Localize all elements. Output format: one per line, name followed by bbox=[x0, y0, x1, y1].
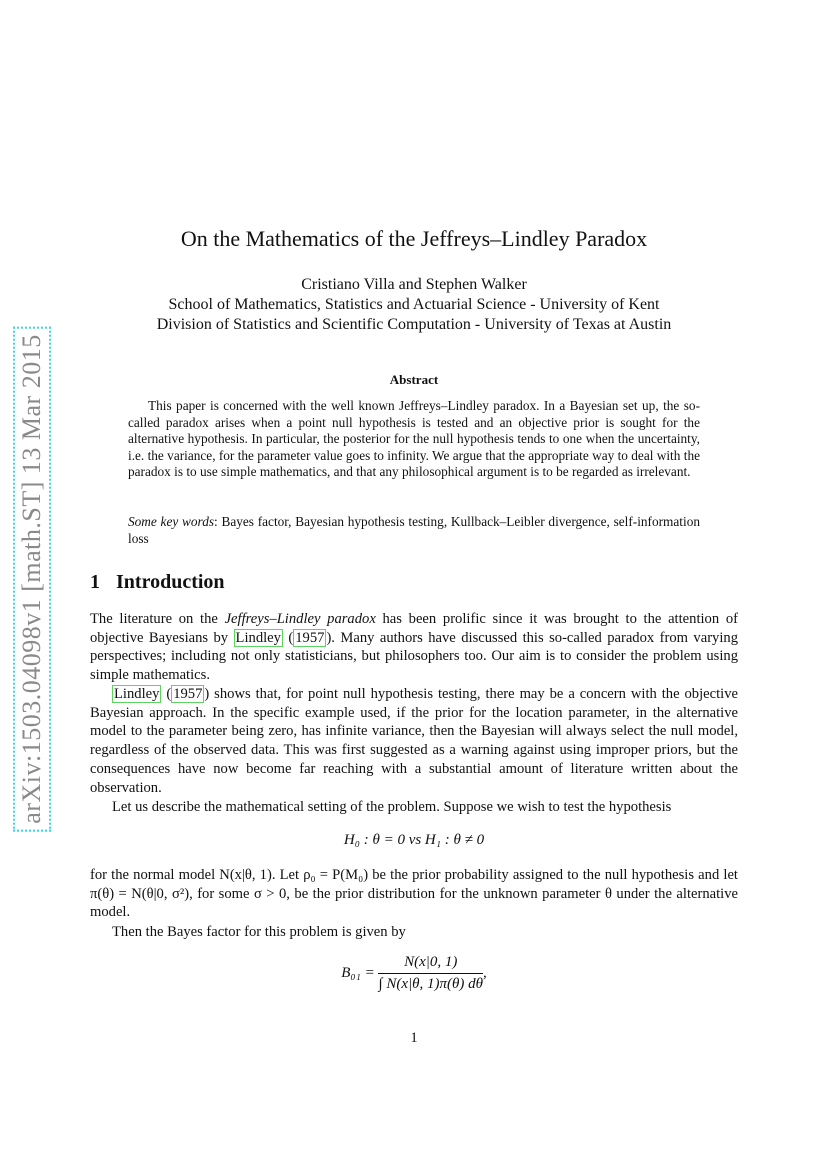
paragraph-2: Lindley ( 1957 ) shows that, for point null hypothesis testing, there may be a concern with the objective Bayesian approach. In the specific example used, if the prior for the location parameter, in the alternative model to the parameter being zero, has infinite variance, then the Bayesian will always select the null model, regardless of the observed data. This was first suggested as a warning against using improper priors, but the consequences have now become far reaching with a substantial amount of literature written about the observation. bbox=[90, 686, 738, 796]
citation-lindley-link-2[interactable]: Lindley bbox=[114, 686, 160, 702]
paragraph-3: Let us describe the mathematical setting of the problem. Suppose we wish to test the hypothesis bbox=[112, 799, 672, 815]
citation-year-link[interactable]: 1957 bbox=[295, 629, 325, 646]
equation-denominator: ∫ N(x|θ, 1)π(θ) dθ bbox=[378, 976, 483, 992]
section-title: Introduction bbox=[116, 571, 225, 593]
hypothesis-equation: H₀ : θ = 0 vs H₁ : θ ≠ 0 bbox=[343, 832, 485, 848]
p1-emphasis: Jeffreys–Lindley paradox bbox=[224, 611, 376, 627]
paper-title: On the Mathematics of the Jeffreys–Lindley Paradox bbox=[180, 226, 648, 251]
section-heading bbox=[90, 571, 225, 594]
equation-comma: , bbox=[482, 964, 487, 981]
abstract-text: This paper is concerned with the well known Jeffreys–Lindley paradox. In a Bayesian set up, the so-called paradox arises when a point null hypothesis is tested and an objective prior is sought for the alternative hypothesis. In particular, the posterior for the null hypothesis tends to one when the uncertainty, i.e. the variance, for the parameter value goes to infinity. We argue that the appropriate way to deal with the paradox is to use simple mathematics, and that any philosophical argument is to be regarded as irrelevant. bbox=[128, 398, 700, 480]
p1-text-b: has been prolific since it was brought to the attention of objective Bayesians by bbox=[90, 611, 738, 646]
citation-lindley-link[interactable]: Lindley bbox=[235, 629, 281, 646]
citation-year-link-2[interactable]: 1957 bbox=[173, 686, 203, 702]
keywords-label: Some key words bbox=[128, 514, 215, 529]
arxiv-identifier-link[interactable]: arXiv:1503.04098v1 [math.ST] 13 Mar 2015 bbox=[13, 326, 51, 831]
page-number: 1 bbox=[410, 1030, 418, 1046]
arxiv-sidebar bbox=[12, 318, 52, 840]
paragraph-4: for the normal model N(x|θ, 1). Let ρ₀ = P(M₀) be the prior probability assigned to the null hypothesis and let π(θ) = N(θ|0, σ²), for some σ > 0, be the prior distribution for the unknown parameter θ under the alternative model. bbox=[90, 867, 738, 921]
authors: Cristiano Villa and Stephen Walker bbox=[301, 276, 527, 293]
keywords-list: : Bayes factor, Bayesian hypothesis testing, Kullback–Leibler divergence, self-information loss bbox=[128, 514, 700, 546]
paragraph-5: Then the Bayes factor for this problem is given by bbox=[112, 924, 406, 940]
abstract-heading: Abstract bbox=[389, 372, 439, 387]
equation-lhs: B₀₁ = bbox=[341, 964, 375, 981]
equation-fraction bbox=[378, 954, 483, 993]
p1-text-a: The literature on the bbox=[90, 611, 225, 627]
p2-text: ) shows that, for point null hypothesis testing, there may be a concern with the objective Bayesian approach. In the specific example used, if the prior for the location parameter, in the alternative model to the parameter being zero, has infinite variance, then the Bayesian will always select the null model, regardless of the observed data. This was first suggested as a warning against using improper priors, but the consequences have now become far reaching with a substantial amount of literature written about the observation. bbox=[90, 686, 738, 796]
bayes-factor-equation bbox=[0, 954, 828, 993]
section-number: 1 bbox=[90, 571, 100, 593]
keywords bbox=[128, 514, 700, 547]
affiliation-1: School of Mathematics, Statistics and Actuarial Science - University of Kent bbox=[168, 296, 660, 313]
paragraph-1: The literature on the Jeffreys–Lindley paradox has been prolific since it was brought to the attention of objective Bayesians by Lindley ( 1957 ). Many authors have discussed this so-called paradox from varying perspectives; including not only statisticians, but philosophers too. Our aim is to consider the problem using simple mathematics. bbox=[90, 611, 738, 684]
p1-text-c: ). Many authors have discussed this so-called paradox from varying perspectives; including not only statisticians, but philosophers too. Our aim is to consider the problem using simple mathematics. bbox=[90, 629, 738, 684]
equation-numerator: N(x|0, 1) bbox=[378, 954, 483, 974]
affiliation-2: Division of Statistics and Scientific Computation - University of Texas at Austin bbox=[156, 316, 672, 333]
